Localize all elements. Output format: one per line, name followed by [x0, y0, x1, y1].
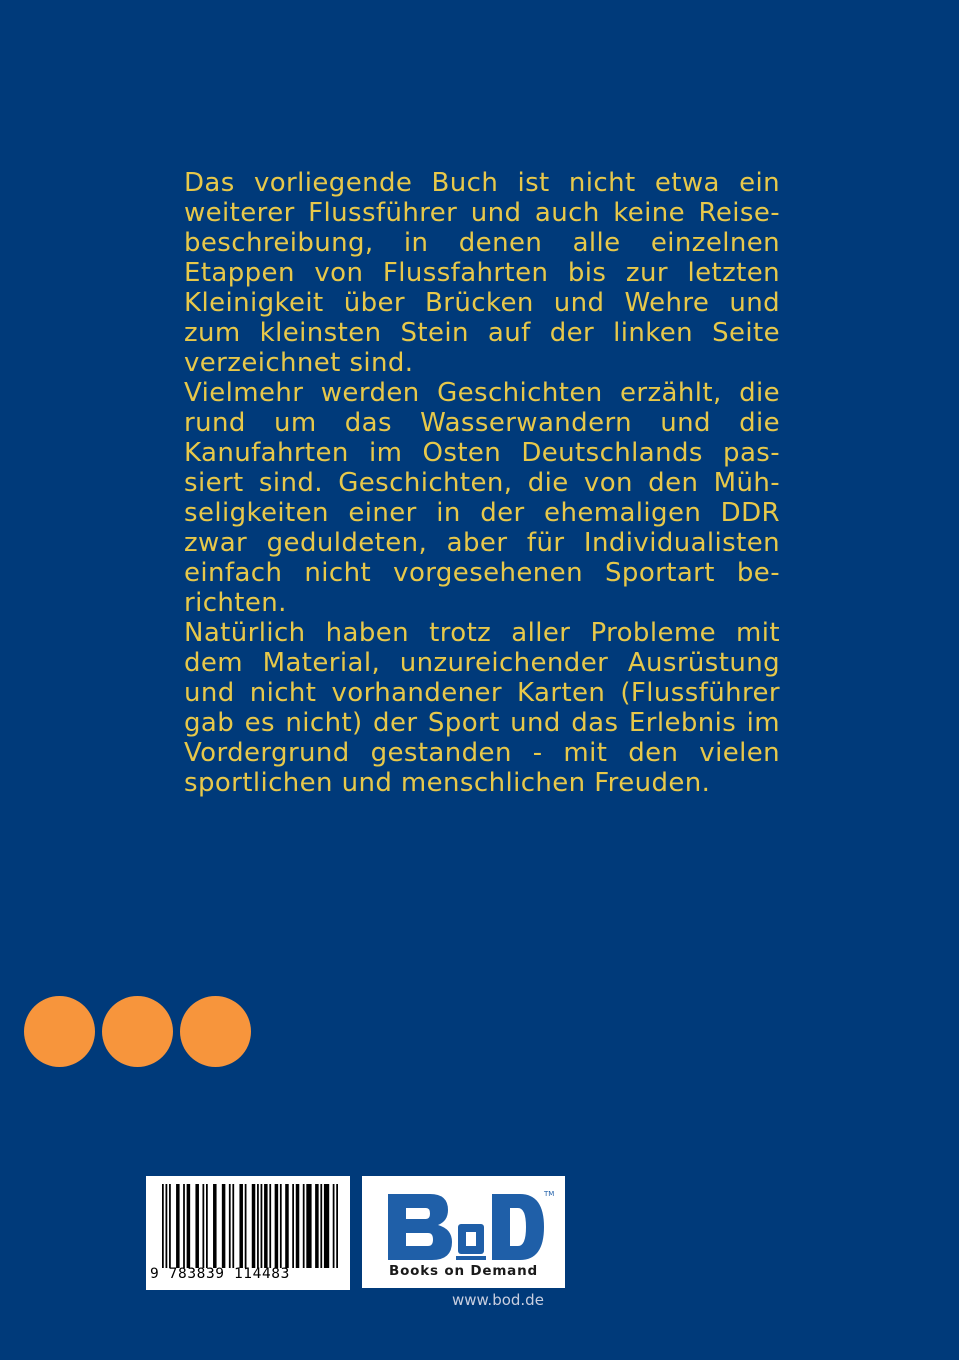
barcode-bar [162, 1184, 164, 1268]
barcode-bar [187, 1184, 191, 1268]
barcode-bar [292, 1184, 294, 1268]
blurb-line: beschreibung, in denen alle einzelnen [184, 228, 780, 258]
barcode-bar [336, 1184, 338, 1268]
barcode-bar [232, 1184, 234, 1268]
barcode-bar [269, 1184, 271, 1268]
barcode-bar [202, 1184, 204, 1268]
trademark-label: TM [544, 1190, 554, 1198]
barcode-bar [169, 1184, 171, 1268]
barcode-bar [333, 1184, 335, 1268]
decorative-dot-1 [24, 996, 95, 1067]
blurb-line: sportlichen und menschlichen Freuden. [184, 768, 711, 798]
barcode-bars [162, 1184, 338, 1268]
blurb-line: Kleinigkeit über Brücken und Wehre und [184, 288, 780, 318]
barcode-bar [183, 1184, 185, 1268]
barcode-bar [303, 1184, 305, 1268]
barcode-bar [275, 1184, 279, 1268]
barcode-bar [239, 1184, 243, 1268]
barcode-bar [252, 1184, 256, 1268]
publisher-tagline: Books on Demand [389, 1263, 538, 1279]
blurb-line: Etappen von Flussfahrten bis zur letzten [184, 258, 780, 288]
barcode-bar [166, 1184, 168, 1268]
blurb-line: dem Material, unzureichender Ausrüstung [184, 648, 780, 678]
blurb-line: Vordergrund gestanden - mit den vielen [184, 738, 780, 768]
blurb-line: rund um das Wasserwandern und die [184, 408, 780, 438]
bod-logo-mark [374, 1188, 554, 1264]
blurb-line: einfach nicht vorgesehenen Sportart be- [184, 558, 780, 588]
barcode-bar [176, 1184, 180, 1268]
barcode-bar [222, 1184, 226, 1268]
decorative-dot-2 [102, 996, 173, 1067]
blurb-line: Kanufahrten im Osten Deutschlands pas- [184, 438, 780, 468]
blurb-line: gab es nicht) der Sport und das Erlebnis im [184, 708, 780, 738]
blurb-line: Das vorliegende Buch ist nicht etwa ein [184, 168, 780, 198]
publisher-website: www.bod.de [452, 1291, 544, 1309]
publisher-logo [362, 1176, 565, 1288]
decorative-dot-3 [180, 996, 251, 1067]
isbn-barcode [146, 1176, 350, 1290]
barcode-bar [280, 1184, 282, 1268]
blurb-line: Vielmehr werden Geschichten erzählt, die [184, 378, 780, 408]
barcode-number: 9 783839 114483 [150, 1266, 290, 1282]
barcode-bar [245, 1184, 247, 1268]
barcode-bar [229, 1184, 231, 1268]
barcode-bar [213, 1184, 217, 1268]
barcode-bar [324, 1184, 329, 1268]
blurb-line: siert sind. Geschichten, die von den Müh- [184, 468, 780, 498]
blurb-line: richten. [184, 588, 287, 618]
blurb-line: verzeichnet sind. [184, 348, 414, 378]
blurb-line: seligkeiten einer in der ehemaligen DDR [184, 498, 780, 528]
barcode-bar [257, 1184, 259, 1268]
barcode-bar [206, 1184, 208, 1268]
barcode-bar [320, 1184, 322, 1268]
barcode-bar [306, 1184, 311, 1268]
blurb-line: zum kleinsten Stein auf der linken Seite [184, 318, 780, 348]
barcode-bar [195, 1184, 199, 1268]
barcode-bar [261, 1184, 263, 1268]
barcode-bar [296, 1184, 300, 1268]
blurb-line: und nicht vorhandener Karten (Flussführer [184, 678, 780, 708]
barcode-bar [315, 1184, 319, 1268]
blurb-line: weiterer Flussführer und auch keine Reise- [184, 198, 780, 228]
back-cover-blurb [184, 168, 780, 798]
blurb-line: Natürlich haben trotz aller Probleme mit [184, 618, 780, 648]
blurb-line: zwar geduldeten, aber für Individualisten [184, 528, 780, 558]
barcode-bar [264, 1184, 268, 1268]
barcode-bar [285, 1184, 289, 1268]
